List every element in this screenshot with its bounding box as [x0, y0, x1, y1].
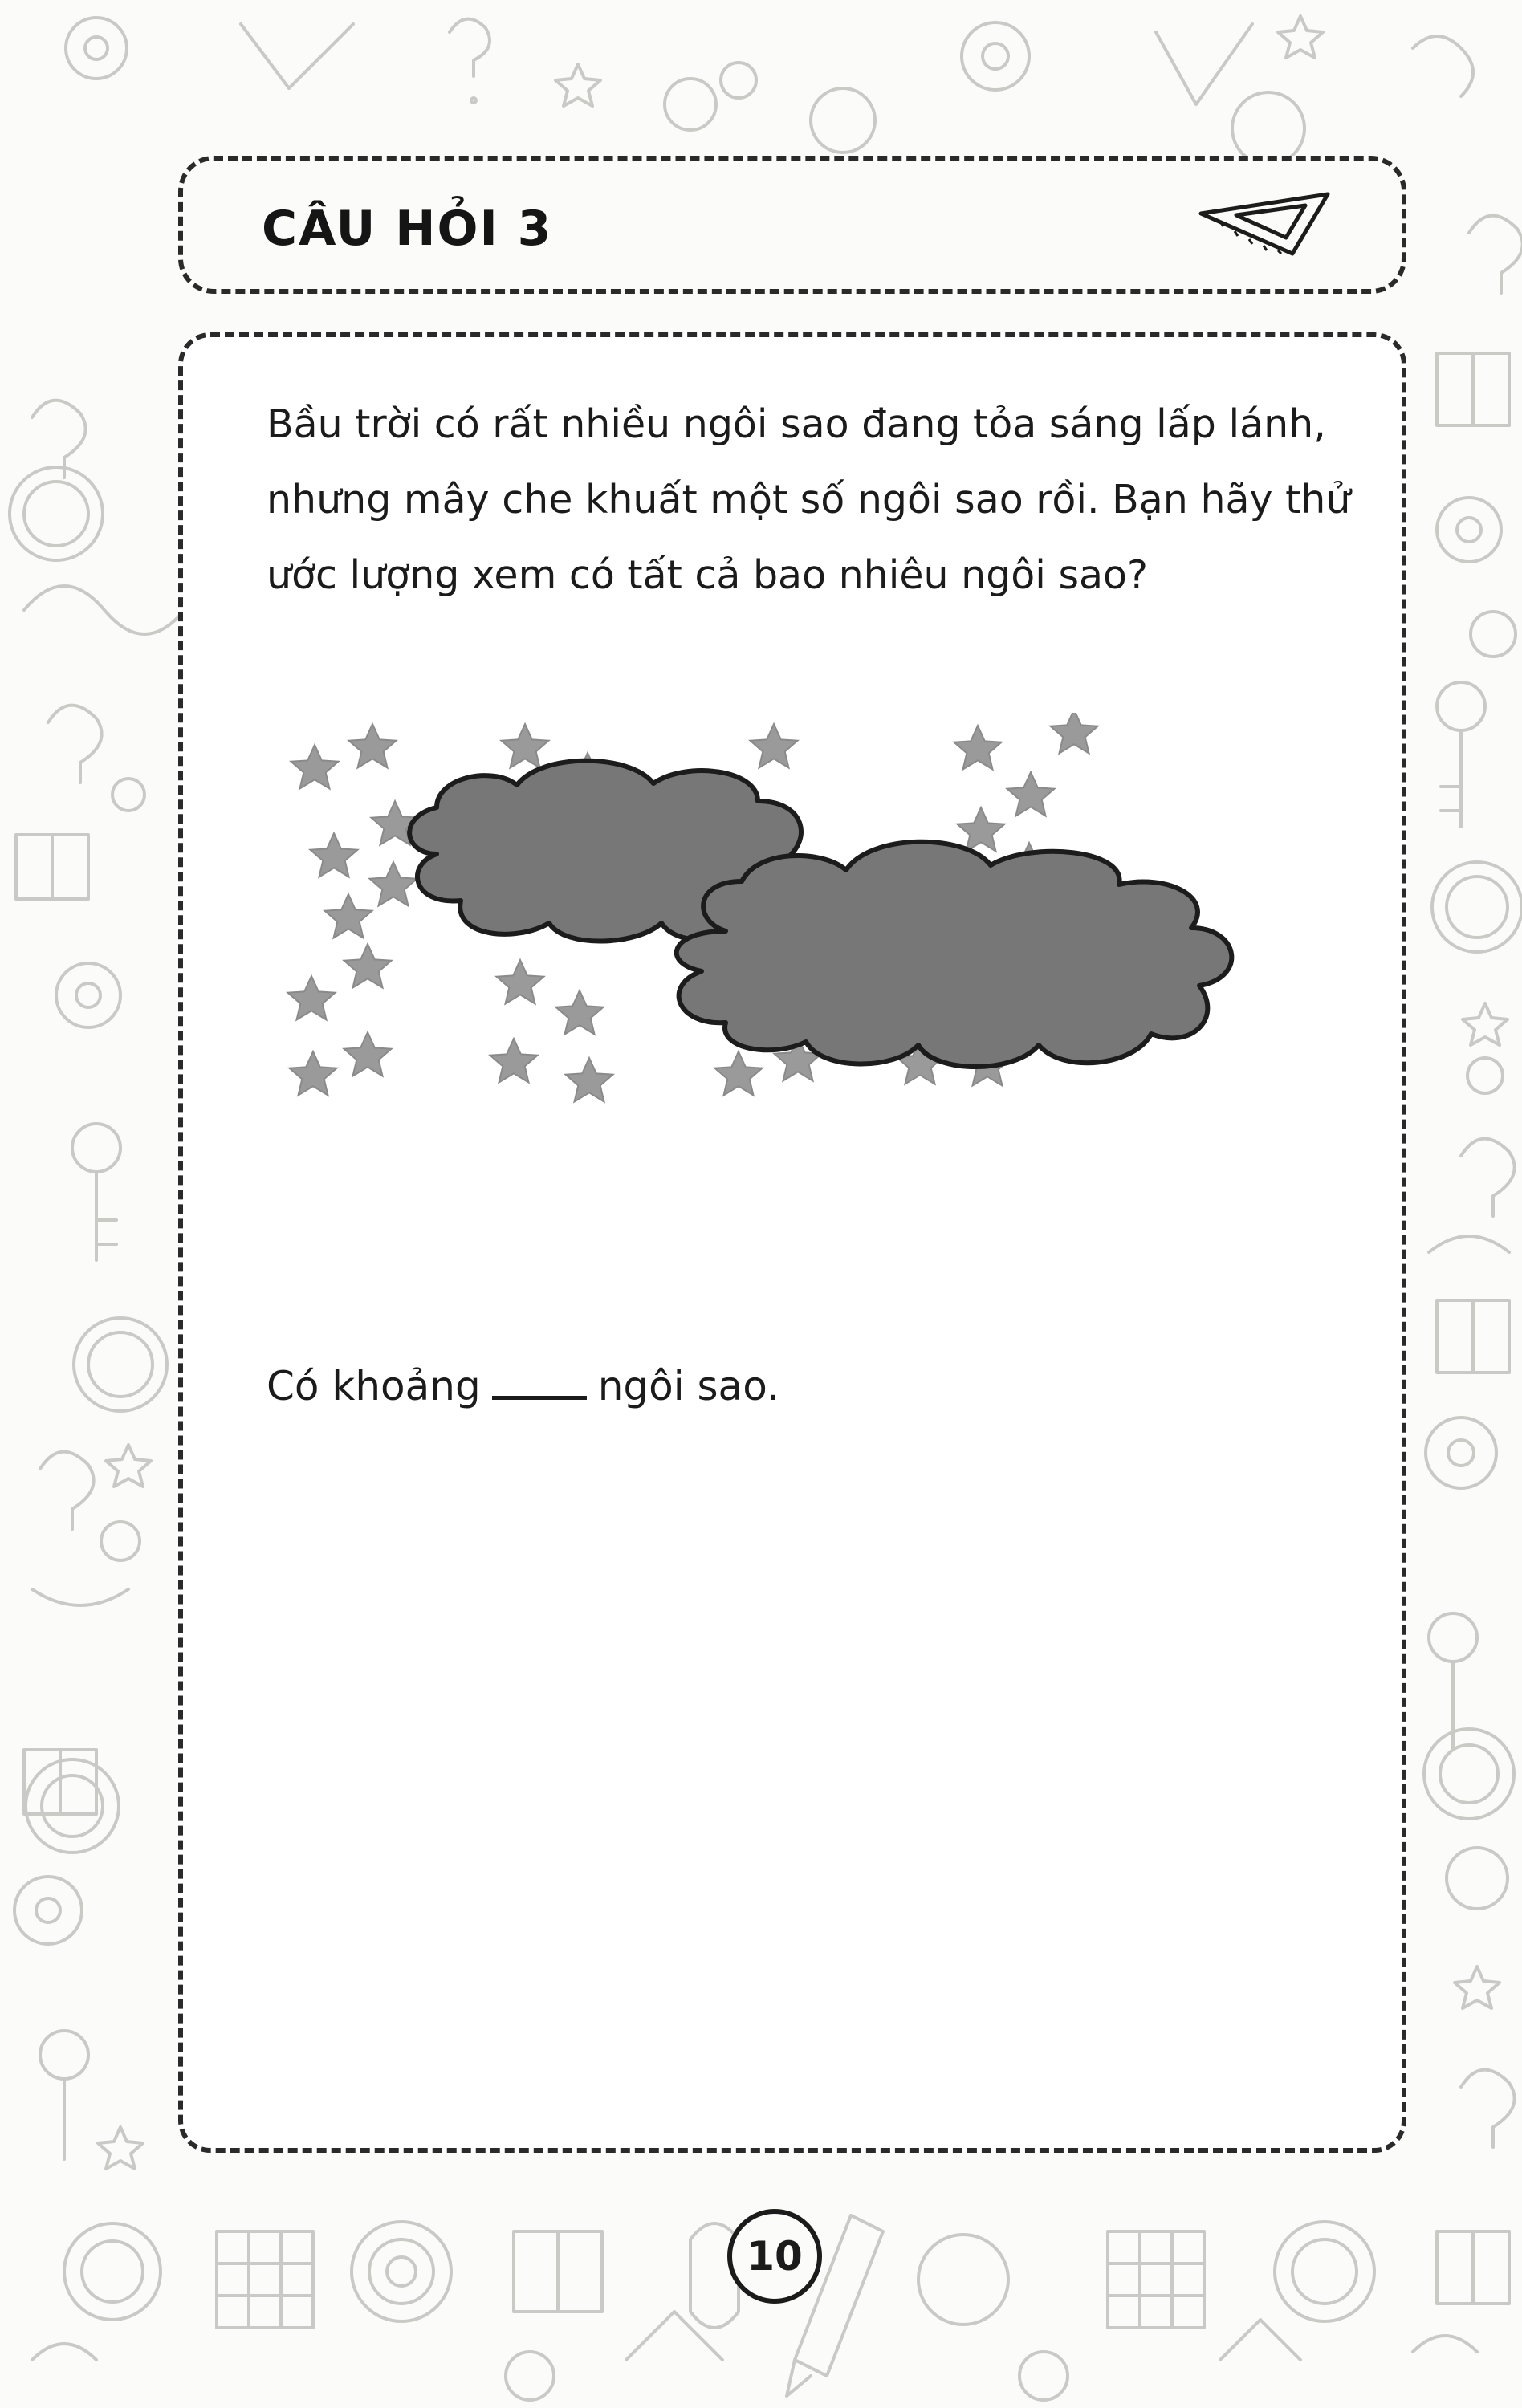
star-icon	[290, 1051, 337, 1096]
star-icon	[566, 1058, 613, 1102]
answer-suffix: ngôi sao.	[597, 1363, 779, 1409]
question-line: ước lượng xem có tất cả bao nhiêu ngôi sao?	[267, 552, 1149, 598]
stars-and-clouds-illustration	[260, 713, 1352, 1210]
star-icon	[497, 960, 544, 1004]
star-icon	[1007, 772, 1055, 816]
question-title: CÂU HỎI 3	[262, 201, 553, 257]
question-mark-icon	[450, 19, 490, 103]
answer-line	[267, 1363, 779, 1409]
answer-prefix: Có khoảng	[267, 1363, 481, 1409]
star-icon	[502, 724, 549, 768]
book-icon	[16, 835, 96, 1814]
answer-blank[interactable]	[492, 1369, 587, 1400]
star-icon	[344, 944, 392, 988]
gear-icon	[962, 22, 1029, 90]
question-line: Bầu trời có rất nhiều ngôi sao đang tỏa sáng lấp lánh,	[267, 401, 1326, 447]
star-icon	[1278, 16, 1323, 58]
star-icon	[958, 807, 1005, 852]
gear-icon	[66, 18, 127, 79]
star-icon	[556, 990, 604, 1035]
question-card	[178, 332, 1406, 2153]
star-icon	[370, 862, 417, 906]
set-square-icon	[1196, 189, 1333, 258]
star-icon	[490, 1039, 538, 1083]
compass-icon	[10, 467, 167, 1853]
key-icon	[40, 1124, 120, 2159]
star-icon	[311, 833, 358, 877]
arrow-icon	[626, 2312, 1300, 2360]
clock-icon	[665, 63, 756, 130]
star-icon	[751, 724, 798, 768]
star-icon	[349, 724, 397, 768]
compass-icon	[811, 88, 1304, 165]
cloud-icon	[677, 842, 1232, 1067]
star-icon	[954, 726, 1002, 770]
key-icon	[1429, 682, 1485, 1750]
book-icon	[514, 2231, 602, 2312]
star-icon	[715, 1051, 763, 1096]
star-icon	[344, 1032, 392, 1076]
star-icon	[555, 64, 600, 106]
maze-icon	[217, 2231, 1204, 2328]
star-icon	[325, 894, 372, 938]
question-text	[267, 387, 1358, 613]
question-header	[178, 156, 1406, 294]
compass-icon	[64, 2222, 1374, 2325]
page-number: 10	[727, 2209, 822, 2304]
star-icon	[288, 976, 336, 1020]
star-icon	[291, 745, 339, 789]
question-line: nhưng mây che khuất một số ngôi sao rồi. Bạn hãy thử	[267, 477, 1351, 523]
star-icon	[1051, 713, 1098, 754]
